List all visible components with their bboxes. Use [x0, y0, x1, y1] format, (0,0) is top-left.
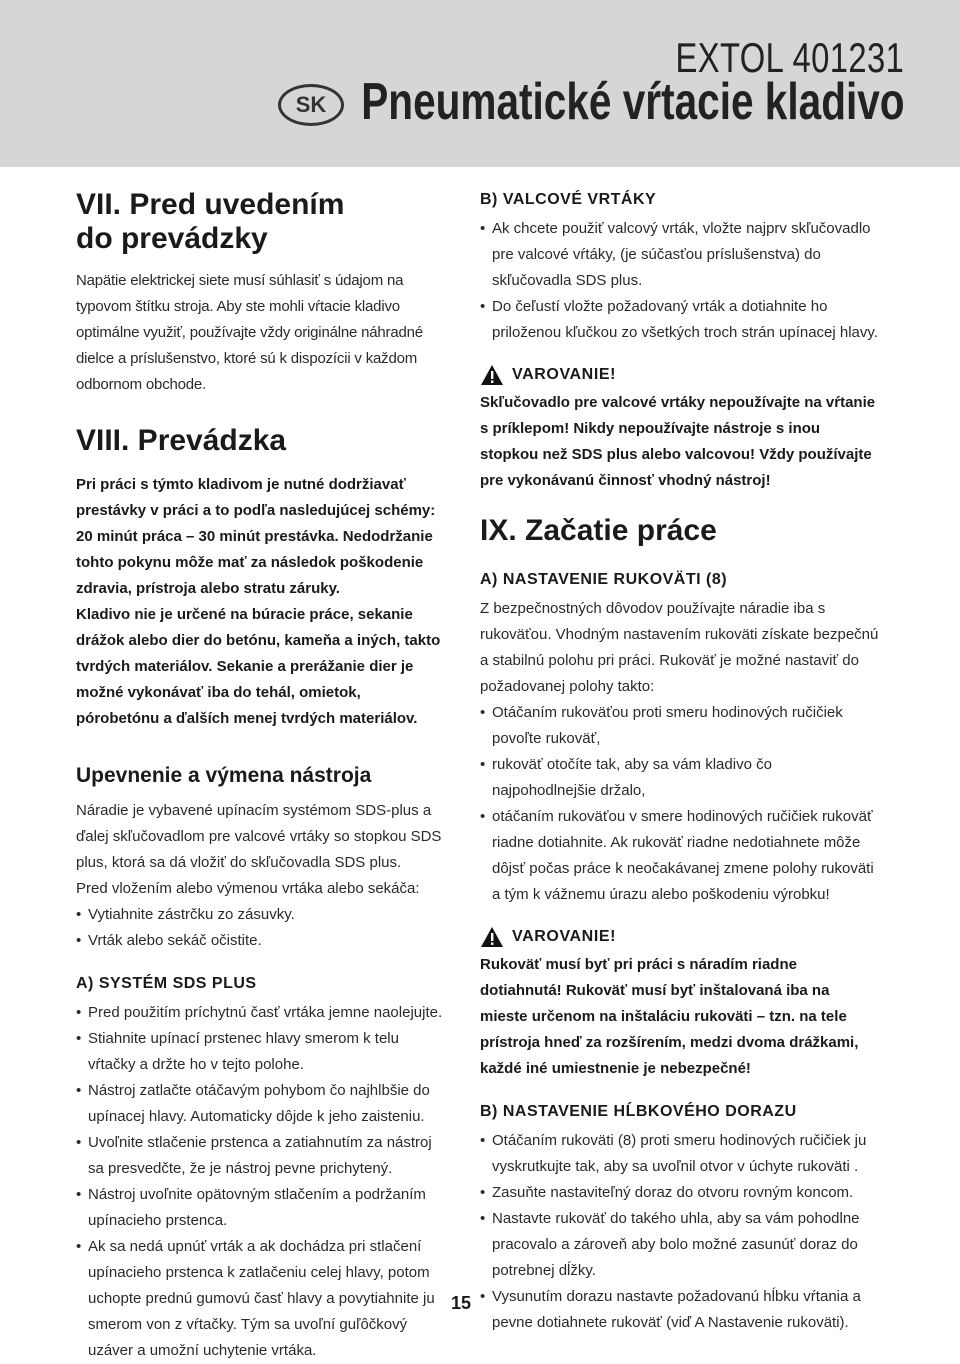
- section-vii-title-line1: VII. Pred uvedením: [76, 188, 345, 221]
- section-viii-title: VIII. Prevádzka: [76, 424, 287, 457]
- product-title: Pneumatické vŕtacie kladivo: [361, 73, 905, 131]
- warning-1-header: [480, 364, 880, 386]
- product-model: EXTOL 401231: [675, 34, 904, 81]
- page-header: [0, 0, 960, 167]
- list-item: • Vytiahnite zástrčku zo zásuvky.: [76, 902, 448, 928]
- list-item: • Ak chcete použiť valcový vrták, vložte najprv skľučovadlo pre valcové vŕtáky, (je súčasťou príslušenstva) do skľučovadla SDS plus.: [480, 216, 880, 294]
- list-item: • Zasuňte nastaviteľný doraz do otvoru rovným koncom.: [480, 1180, 880, 1206]
- warning-1-text: Skľučovadlo pre valcové vrtáky nepoužívajte na vŕtanie s príklepom! Nikdy nepoužívajte nástroje s inou stopkou než SDS plus alebo valcovou! Vždy používajte pre vykonávanú činnosť vhodný nástroj!: [480, 394, 876, 489]
- warning-triangle-icon: [480, 926, 504, 948]
- list-item: • otáčaním rukoväťou v smere hodinových ručičiek rukoväť riadne dotiahnite. Ak rukoväť riadne nedotiahnete môže dôjsť počas práce k neočakávanej zmene polohy rukoväti a tým k vážnemu úrazu alebo poškodeniu výrobku!: [480, 804, 880, 908]
- warning-2-text: Rukoväť musí byť pri práci s náradím riadne dotiahnutá! Rukoväť musí byť inštalovaná iba na mieste určenom na inštaláciu rukoväti – tzn. na tele prístroja hneď za rozšírením, medzi dvoma drážkami, každé iné umiestnenie je nebezpečné!: [480, 956, 859, 1077]
- warning-triangle-icon: [480, 364, 504, 386]
- section-viii-paragraph-2: Kladivo nie je určené na búracie práce, sekanie drážok alebo dier do betónu, kameňa a iných, takto tvrdých materiálov. Sekanie a prerážanie dier je možné vykonávať iba do tehál, omietok, pórobetónu a ďalších menej tvrdých materiálov.: [76, 606, 441, 727]
- tool-mounting-list: [76, 902, 448, 954]
- list-item: • Nastavte rukoväť do takého uhla, aby sa vám pohodlne pracovalo a zároveň aby bolo možné zasunúť doraz do potrebnej dĺžky.: [480, 1206, 880, 1284]
- section-vii-title-line2: do prevádzky: [76, 222, 268, 255]
- cylindrical-drills-title: B) VALCOVÉ VRTÁKY: [480, 191, 657, 208]
- tool-mounting-text-2: Pred vložením alebo výmenou vrtáka alebo sekáča:: [76, 880, 420, 897]
- right-column: [480, 188, 880, 1336]
- sds-plus-list: [76, 1000, 448, 1364]
- list-item: • Uvoľnite stlačenie prstenca a zatiahnutím za nástroj sa presvedčte, že je nástroj pevne prichytený.: [76, 1130, 448, 1182]
- language-badge: SK: [278, 84, 344, 126]
- handle-setting-title: A) NASTAVENIE RUKOVÄTI (8): [480, 571, 728, 588]
- warning-2-header: [480, 926, 880, 948]
- list-item: • Stiahnite upínací prstenec hlavy smerom k telu vŕtačky a držte ho v tejto polohe.: [76, 1026, 448, 1078]
- tool-mounting-text: Náradie je vybavené upínacím systémom SDS-plus a ďalej skľučovadlom pre valcové vrtáky so stopkou SDS plus, ktorá sa dá vložiť do skľučovadla SDS plus.: [76, 802, 442, 871]
- section-vii-title: [76, 188, 448, 256]
- left-column: [76, 188, 448, 1364]
- list-item: • Otáčaním rukoväti (8) proti smeru hodinových ručičiek ju vyskrutkujte tak, aby sa uvoľnil otvor v úchyte rukoväti .: [480, 1128, 880, 1180]
- list-item: • Nástroj zatlačte otáčavým pohybom čo najhlbšie do upínacej hlavy. Automaticky dôjde k jeho zaisteniu.: [76, 1078, 448, 1130]
- depth-stop-title: B) NASTAVENIE HĹBKOVÉHO DORAZU: [480, 1103, 797, 1120]
- cylindrical-drills-list: [480, 216, 880, 346]
- list-item: • Vysunutím dorazu nastavte požadovanú hĺbku vŕtania a pevne dotiahnete rukoväť (viď A Nastavenie rukoväti).: [480, 1284, 880, 1336]
- sds-plus-title: A) SYSTÉM SDS PLUS: [76, 975, 257, 992]
- list-item: • Nástroj uvoľnite opätovným stlačením a podržaním upínacieho prstenca.: [76, 1182, 448, 1234]
- list-item: • rukoväť otočíte tak, aby sa vám kladivo čo najpohodlnejšie držalo,: [480, 752, 880, 804]
- section-vii-text: Napätie elektrickej siete musí súhlasiť s údajom na typovom štítku stroja. Aby ste mohli vŕtacie kladivo optimálne využiť, používajte vždy originálne náhradné dielce a príslušenstvo, ktoré sú k dispozícii v každom odbornom obchode.: [76, 272, 423, 393]
- tool-mounting-title: Upevnenie a výmena nástroja: [76, 764, 372, 787]
- handle-setting-text: Z bezpečnostných dôvodov používajte náradie iba s rukoväťou. Vhodným nastavením rukoväti získate bezpečnú a stabilnú polohu pri práci. Rukoväť je možné nastaviť do požadovanej polohy takto:: [480, 600, 879, 695]
- list-item: • Ak sa nedá upnúť vrták a ak dochádza pri stlačení upínacieho prstenca k zatlačeniu celej hlavy, potom uchopte prednú gumovú časť hlavy a povytiahnite ju smerom von z vŕtačky. Tým sa uvoľní guľôčkový uzáver a umožní uchytenie vrtáka.: [76, 1234, 448, 1364]
- warning-1-label: VAROVANIE!: [512, 366, 617, 383]
- depth-stop-list: [480, 1128, 880, 1336]
- section-viii-paragraph-1: Pri práci s týmto kladivom je nutné dodržiavať prestávky v práci a to podľa nasledujúcej schémy: 20 minút práca – 30 minút prestávka. Nedodržanie tohto pokynu môže mať za následok poškodenie zdravia, prístroja alebo stratu záruky.: [76, 476, 436, 597]
- list-item: • Vrták alebo sekáč očistite.: [76, 928, 448, 954]
- page-number: 15: [451, 1293, 472, 1313]
- list-item: • Pred použitím príchytnú časť vrtáka jemne naolejujte.: [76, 1000, 448, 1026]
- warning-2-label: VAROVANIE!: [512, 928, 617, 945]
- list-item: • Otáčaním rukoväťou proti smeru hodinových ručičiek povoľte rukoväť,: [480, 700, 880, 752]
- section-ix-title: IX. Začatie práce: [480, 514, 717, 547]
- list-item: • Do čeľustí vložte požadovaný vrták a dotiahnite ho priloženou kľučkou zo všetkých troch strán upínacej hlavy.: [480, 294, 880, 346]
- handle-setting-list: [480, 700, 880, 908]
